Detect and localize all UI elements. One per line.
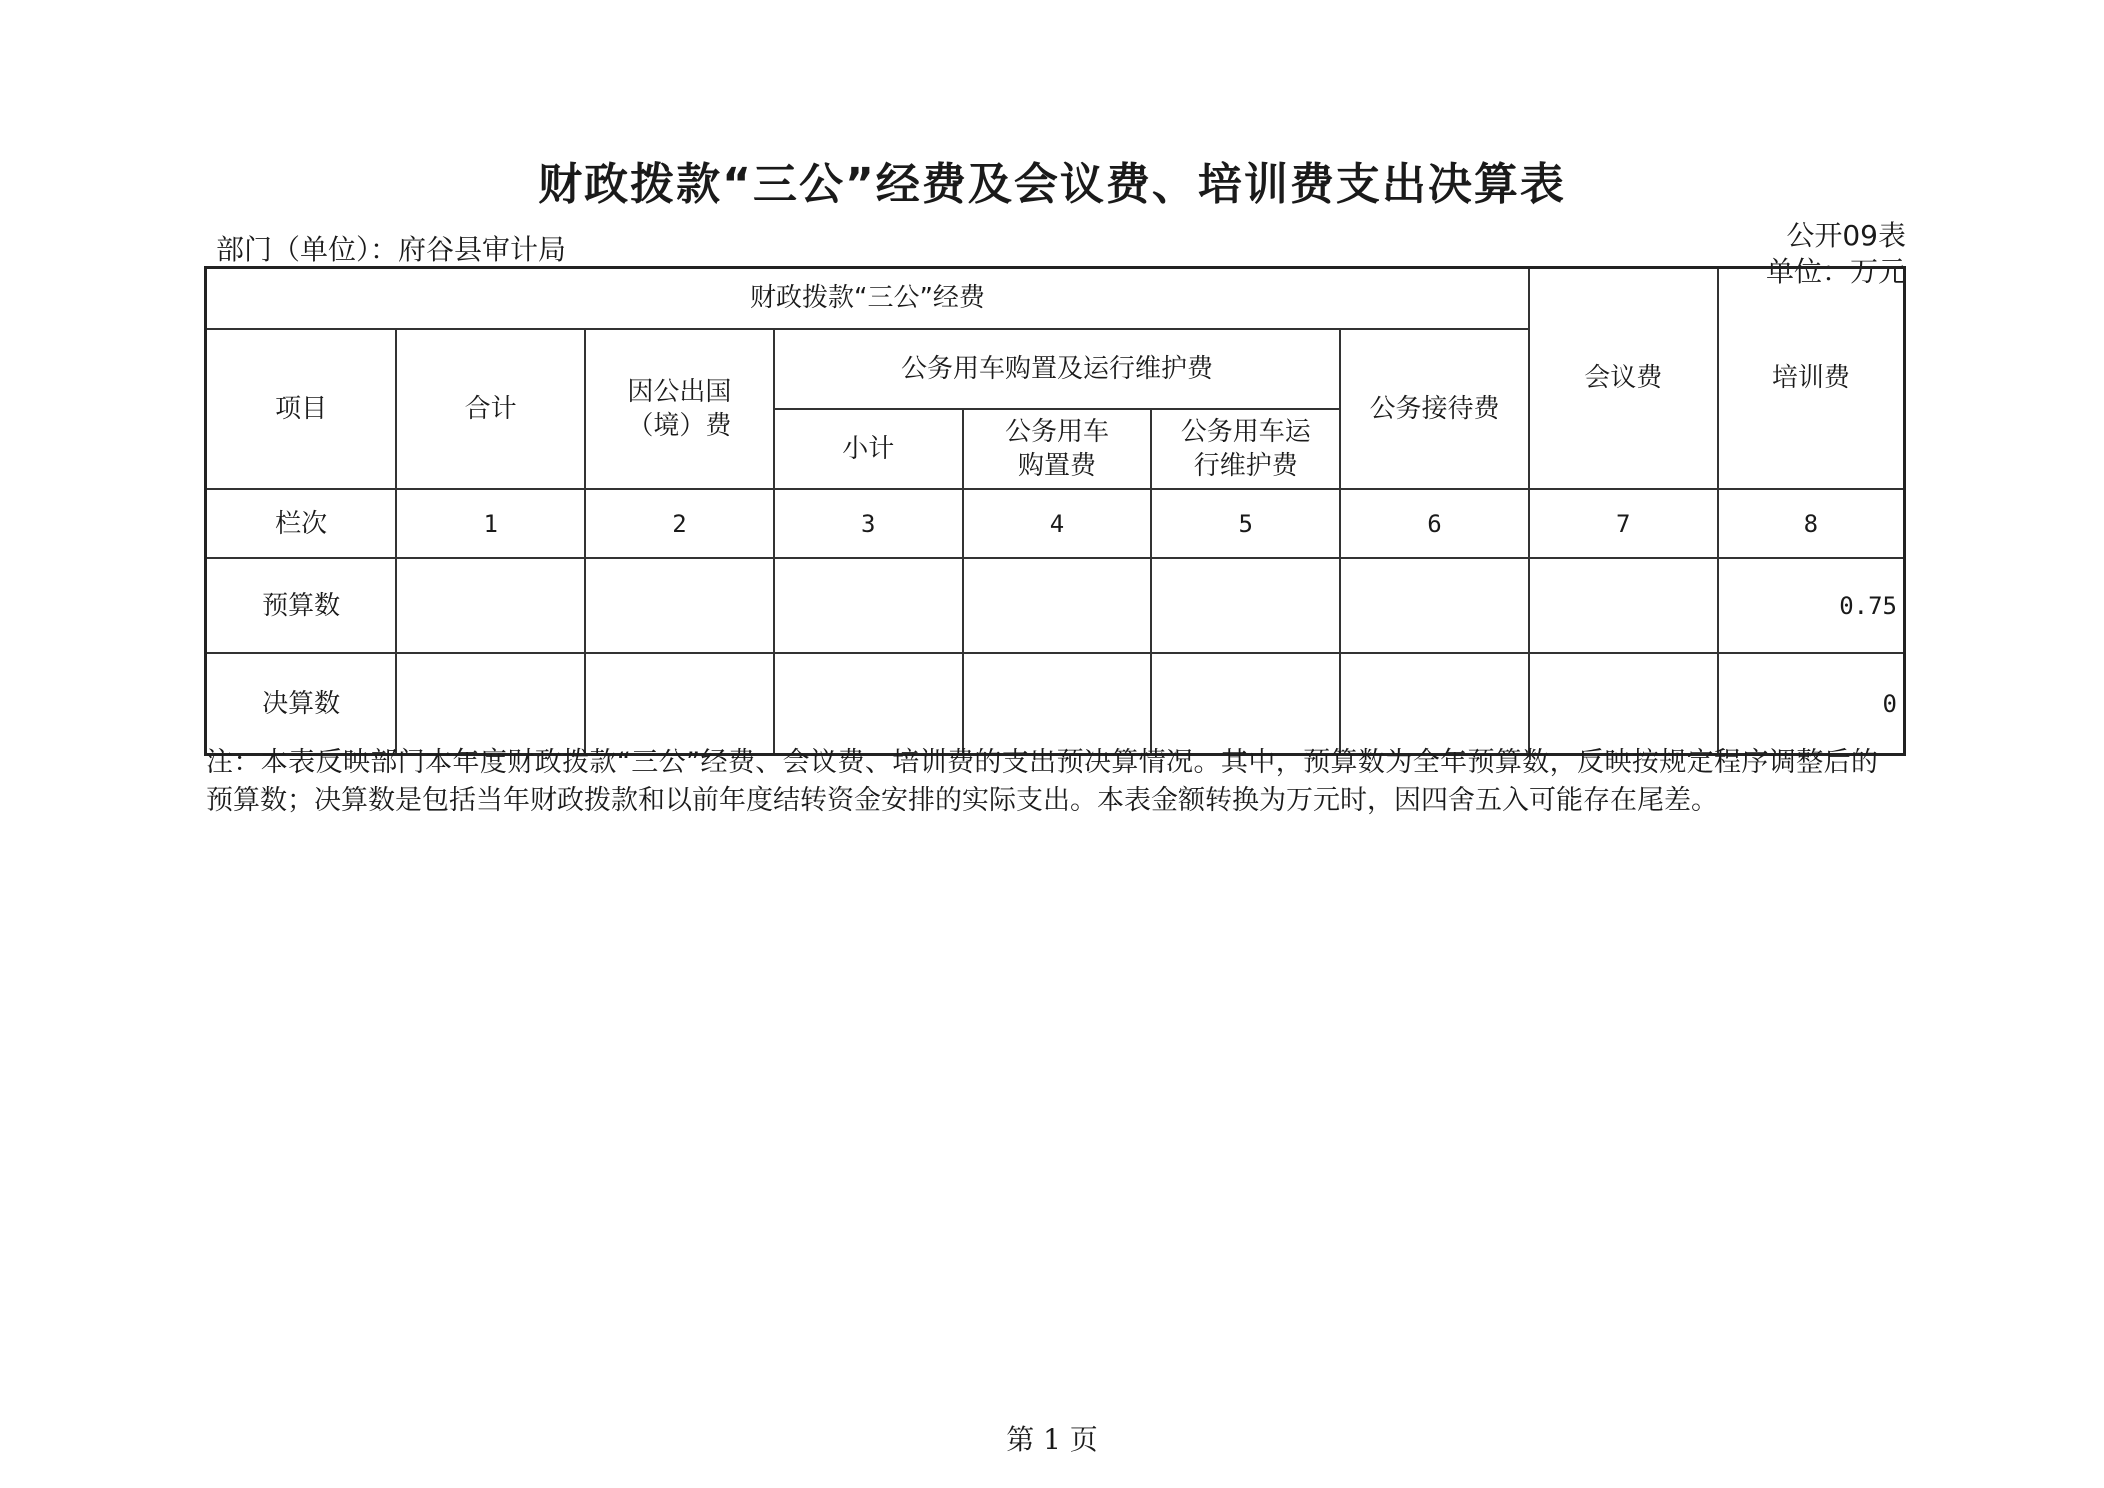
table-note: 注：本表反映部门本年度财政拨款“三公”经费、会议费、培训费的支出预决算情况。其中，预算数为全年预算数，反映按规定程序调整后的预算数；决算数是包括当年财政拨款和以前年度结转资金安排的实际支出。本表金额转换为万元时，因四舍五入可能存在尾差。 xyxy=(206,747,1878,816)
table-row-budget xyxy=(206,558,1905,653)
value-cell xyxy=(1151,558,1340,653)
table-row-index xyxy=(206,489,1905,559)
value-cell xyxy=(1151,653,1340,754)
header-total: 合计 xyxy=(396,329,585,489)
table-row-actual xyxy=(206,653,1905,754)
page-number: 第 1 页 xyxy=(1006,1423,1098,1456)
row-label-index: 栏次 xyxy=(206,489,397,559)
value-cell xyxy=(1340,558,1529,653)
header-reception: 公务接待费 xyxy=(1340,329,1529,489)
header-subtotal: 小计 xyxy=(774,409,963,489)
index-cell: 4 xyxy=(963,489,1152,559)
unit-label: 单位：万元 xyxy=(1765,255,1906,288)
header-meeting: 会议费 xyxy=(1529,268,1718,489)
form-code: 公开09表 xyxy=(1786,219,1906,252)
header-item: 项目 xyxy=(206,329,397,489)
value-cell xyxy=(1340,653,1529,754)
header-abroad-label: 因公出国（境）费 xyxy=(627,376,732,441)
index-cell: 2 xyxy=(585,489,774,559)
expense-table xyxy=(204,266,1906,756)
index-cell: 8 xyxy=(1718,489,1905,559)
department-label: 部门（单位）：府谷县审计局 xyxy=(216,233,567,266)
index-cell: 6 xyxy=(1340,489,1529,559)
row-label-actual: 决算数 xyxy=(206,653,397,754)
value-cell xyxy=(396,558,585,653)
index-cell: 7 xyxy=(1529,489,1718,559)
header-vehicle-purchase xyxy=(963,409,1152,489)
value-cell xyxy=(963,558,1152,653)
value-cell xyxy=(963,653,1152,754)
value-cell-training-actual: 0 xyxy=(1718,653,1905,754)
value-cell xyxy=(396,653,585,754)
value-cell xyxy=(774,558,963,653)
value-cell xyxy=(585,558,774,653)
value-cell xyxy=(585,653,774,754)
header-vehicle-group: 公务用车购置及运行维护费 xyxy=(774,329,1340,409)
index-cell: 3 xyxy=(774,489,963,559)
header-training: 培训费 xyxy=(1718,268,1905,489)
header-vehicle-maintenance xyxy=(1151,409,1340,489)
group-header-three-public: 财政拨款“三公”经费 xyxy=(206,268,1529,329)
header-vehicle-maintenance-label: 公务用车运行维护费 xyxy=(1180,416,1311,481)
value-cell-training-budget: 0.75 xyxy=(1718,558,1905,653)
header-vehicle-purchase-label: 公务用车购置费 xyxy=(1004,416,1109,481)
page-title: 财政拨款“三公”经费及会议费、培训费支出决算表 xyxy=(538,159,1566,210)
index-cell: 5 xyxy=(1151,489,1340,559)
value-cell xyxy=(774,653,963,754)
index-cell: 1 xyxy=(396,489,585,559)
value-cell xyxy=(1529,653,1718,754)
header-abroad xyxy=(585,329,774,489)
value-cell xyxy=(1529,558,1718,653)
row-label-budget: 预算数 xyxy=(206,558,397,653)
